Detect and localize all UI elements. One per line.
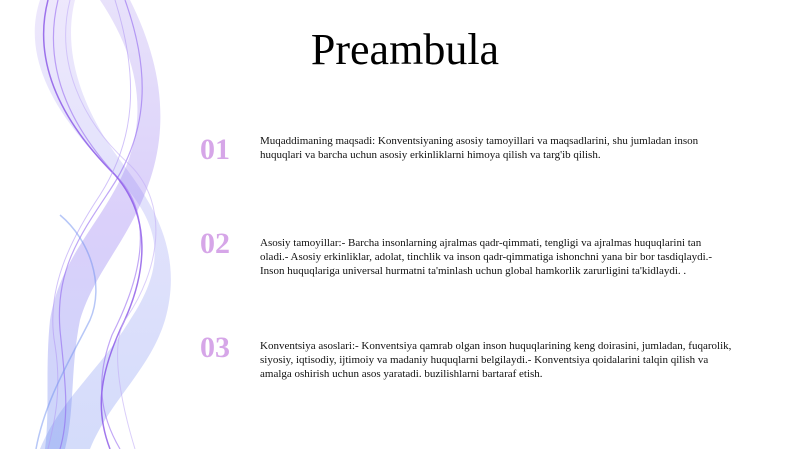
item-number-03: 03 xyxy=(200,331,230,364)
item-number-01: 01 xyxy=(200,133,230,166)
item-number-02: 02 xyxy=(200,227,230,260)
item-text-02: Asosiy tamoyillar:- Barcha insonlarning ajralmas qadr-qimmati, tengligi va ajralmas huquqlarini tan oladi.- Asosiy erkinliklar, adolat, tinchlik va inson qadr-qimmatiga ishonchni yana bir bor tasdiqlaydi.- Inson huquqlariga universal hurmatni ta'minlash uchun global hamkorlik zarurligini ta'kidlaydi. . xyxy=(260,237,713,277)
item-text-03: Konventsiya asoslari:- Konventsiya qamrab olgan inson huquqlarining keng doirasini, jumladan, fuqarolik, siyosiy, iqtisodiy, ijtimoiy va madaniy huquqlarni belgilaydi.- Konventsiya qoidalarini talqin qilish va amalga oshirish uchun asos yaratadi. buzilishlarni bartaraf etish. xyxy=(260,340,732,380)
slide-title: Preambula xyxy=(310,25,500,74)
item-text-01: Muqaddimaning maqsadi: Konventsiyaning asosiy tamoyillari va maqsadlarini, shu jumladan inson huquqlari va barcha uchun asosiy erkinliklarni himoya qilish va targ'ib qilish. xyxy=(260,135,699,161)
decorative-ribbon-graphic xyxy=(0,0,200,449)
